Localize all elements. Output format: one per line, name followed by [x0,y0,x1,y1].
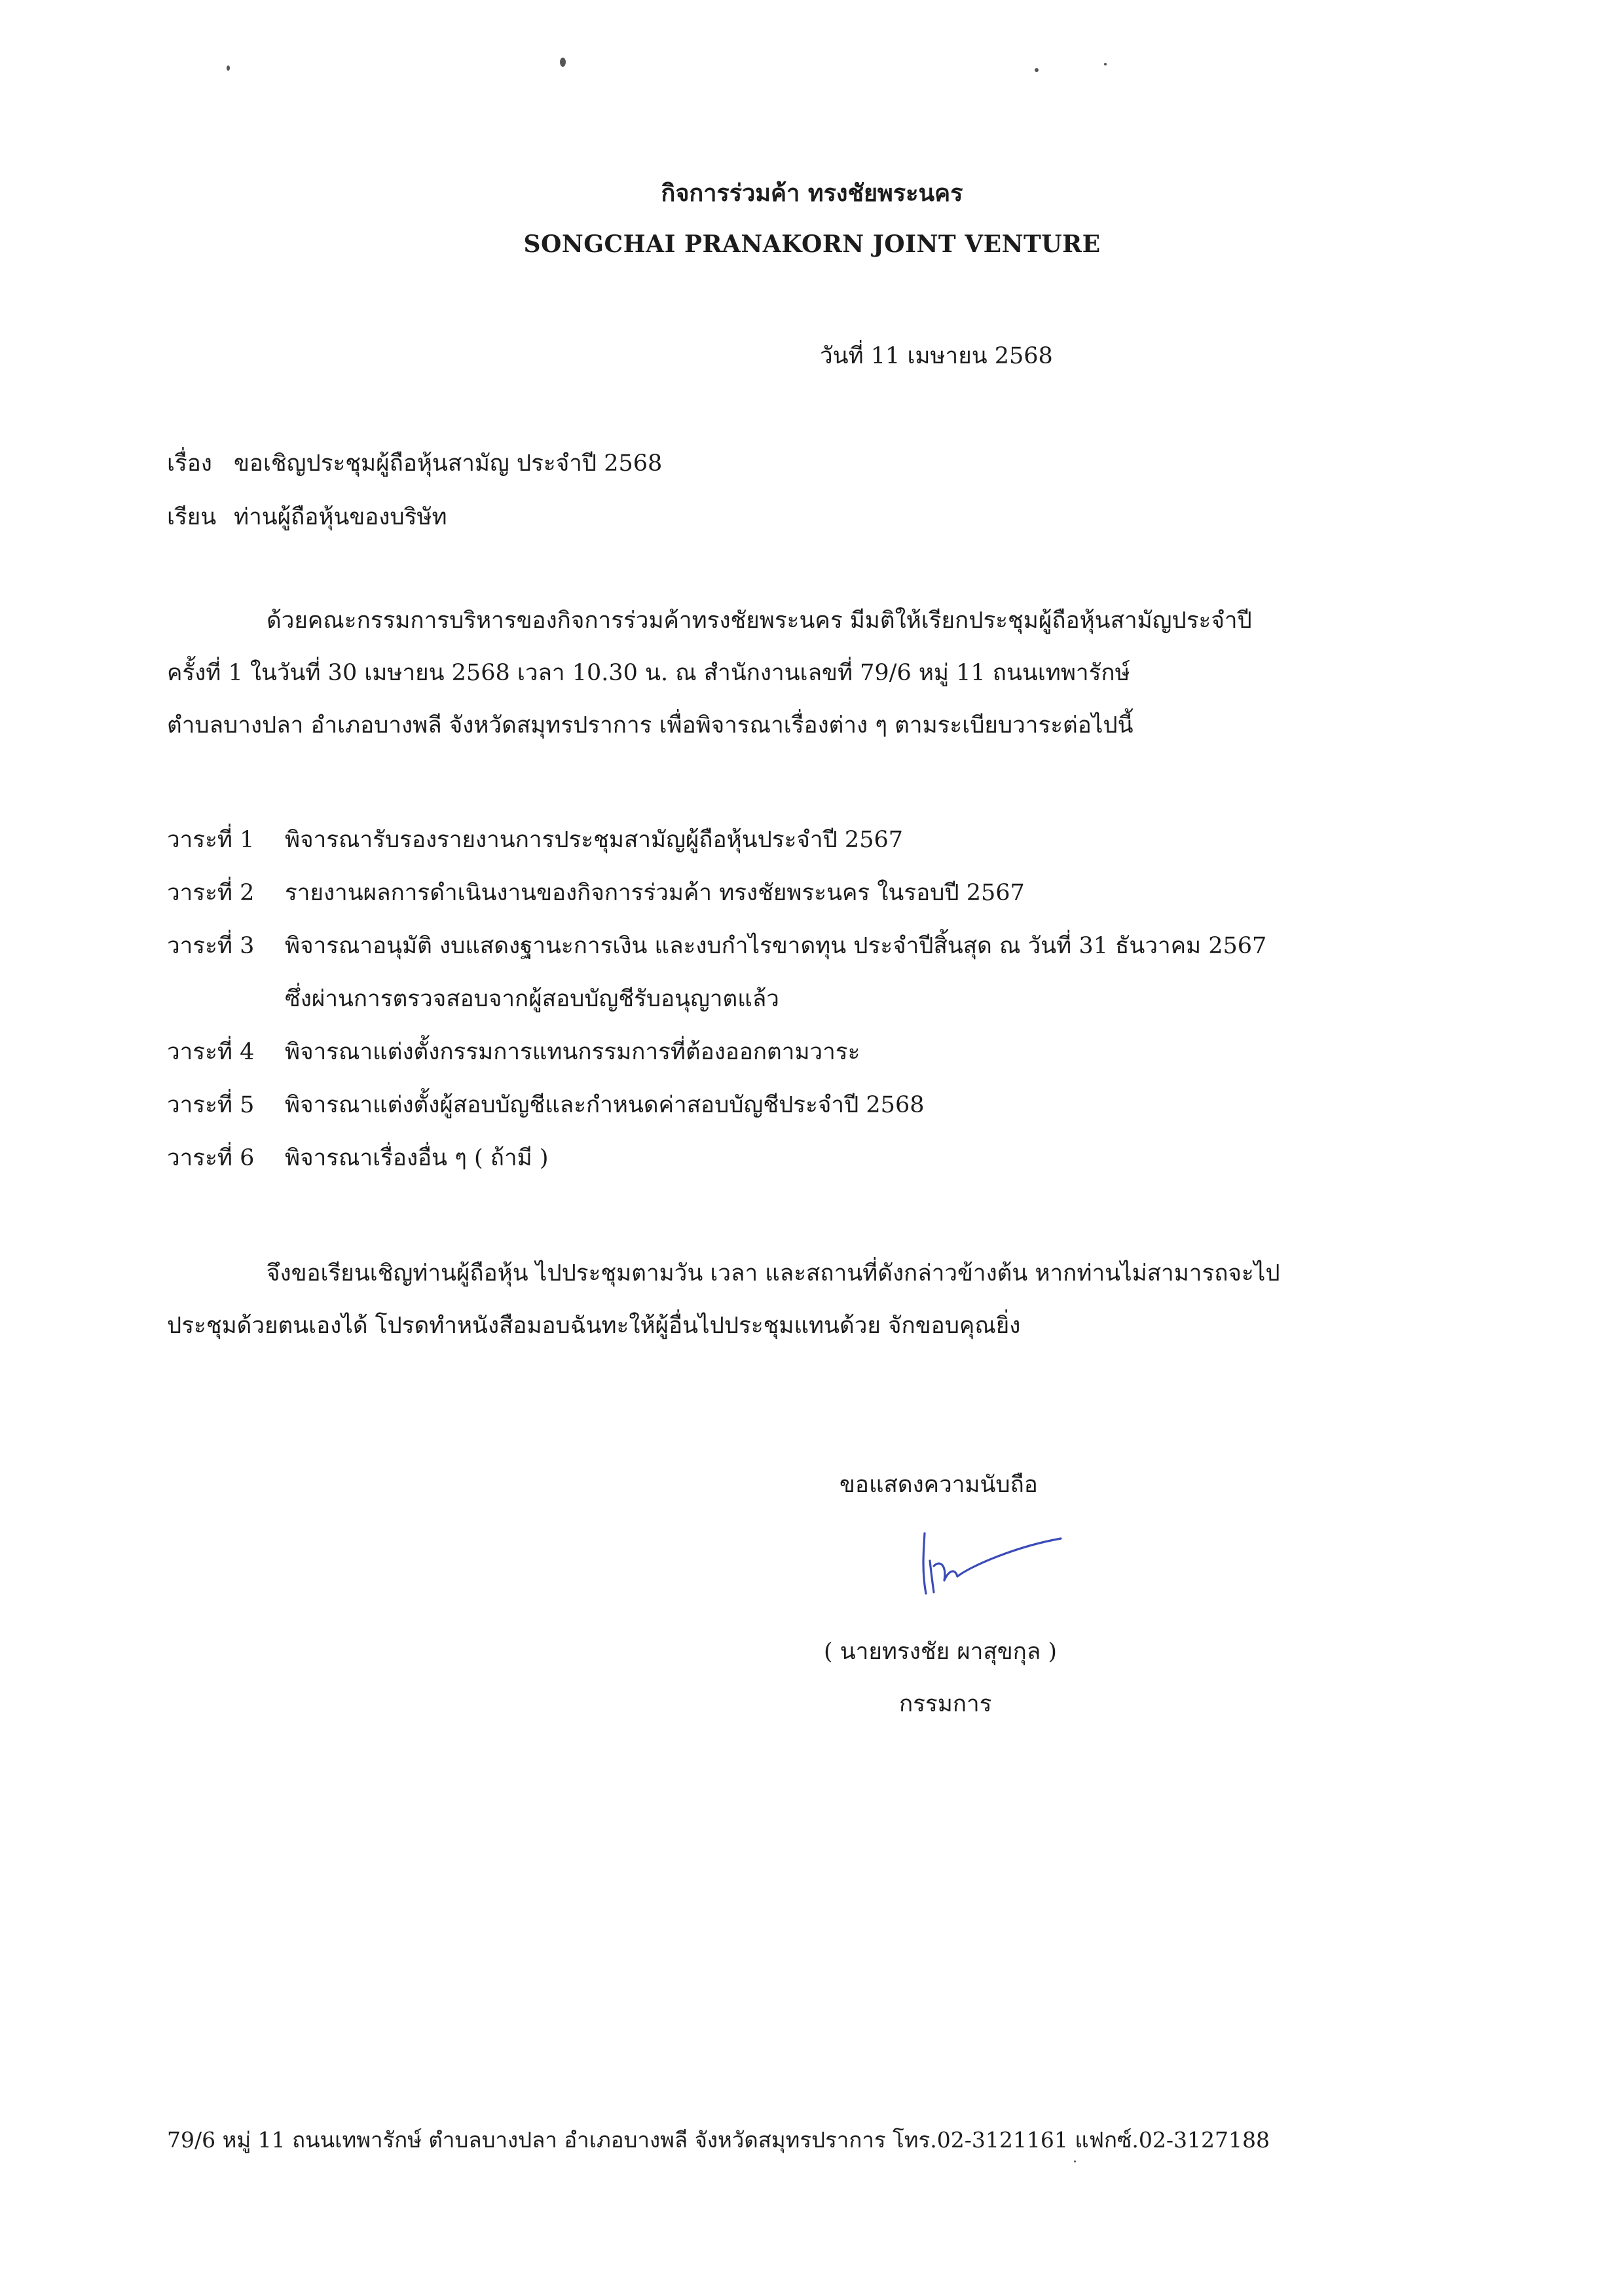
intro-line: ด้วยคณะกรรมการบริหารของกิจการร่วมค้าทรงชัยพระนคร มีมติให้เรียกประชุมผู้ถือหุ้นสามัญประจำปี [267,608,1252,634]
agenda-item-1 [167,822,903,858]
agenda-number: วาระที่ 6 [167,1145,255,1171]
recipient-label: เรียน [167,504,217,530]
signer-position: กรรมการ [899,1691,992,1717]
agenda-text: พิจารณาอนุมัติ งบแสดงฐานะการเงิน และงบกำไรขาดทุน ประจำปีสิ้นสุด ณ วันที่ 31 ธันวาคม 2567 [285,933,1267,959]
scan-speck [1104,63,1107,65]
handwritten-signature [912,1520,1069,1612]
invitation-paragraph [167,1247,1339,1352]
invitation-line: จึงขอเรียนเชิญท่านผู้ถือหุ้น ไปประชุมตามวัน เวลา และสถานที่ดังกล่าวข้างต้น หากท่านไม่สามารถจะไป [267,1260,1280,1286]
agenda-number: วาระที่ 5 [167,1092,255,1118]
scan-speck [560,58,566,67]
agenda-item-6 [167,1140,549,1176]
invitation-line: ประชุมด้วยตนเองได้ โปรดทำหนังสือมอบฉันทะให้ผู้อื่นไปประชุมแทนด้วย จักขอบคุณยิ่ง [167,1313,1021,1339]
letter-date: วันที่ 11 เมษายน 2568 [820,343,1053,369]
intro-line: ครั้งที่ 1 ในวันที่ 30 เมษายน 2568 เวลา 10.30 น. ณ สำนักงานเลขที่ 79/6 หมู่ 11 ถนนเทพารักษ์ [167,660,1130,686]
signer-name: ( นายทรงชัย ผาสุขกุล ) [824,1639,1058,1665]
subject-line [167,445,662,481]
agenda-text: รายงานผลการดำเนินงานของกิจการร่วมค้า ทรงชัยพระนคร ในรอบปี 2567 [285,880,1025,906]
agenda-text: พิจารณาแต่งตั้งกรรมการแทนกรรมการที่ต้องออกตามวาระ [285,1039,860,1065]
agenda-number: วาระที่ 4 [167,1039,255,1065]
agenda-number: วาระที่ 3 [167,933,255,959]
recipient-text: ท่านผู้ถือหุ้นของบริษัท [234,504,447,530]
agenda-item-3 [167,928,1266,964]
agenda-text: พิจารณารับรองรายงานการประชุมสามัญผู้ถือหุ้นประจำปี 2567 [285,827,904,853]
subject-text: ขอเชิญประชุมผู้ถือหุ้นสามัญ ประจำปี 2568 [234,450,663,477]
agenda-item-4 [167,1034,860,1070]
scan-speck [1035,68,1039,72]
scan-speck [227,65,230,71]
subject-label: เรื่อง [167,450,212,477]
agenda-number: วาระที่ 1 [167,827,255,853]
agenda-text: พิจารณาเรื่องอื่น ๆ ( ถ้ามี ) [285,1145,549,1171]
closing-phrase: ขอแสดงความนับถือ [840,1472,1038,1498]
company-name-thai: กิจการร่วมค้า ทรงชัยพระนคร [661,179,963,207]
company-name-english: SONGCHAI PRANAKORN JOINT VENTURE [523,230,1101,258]
intro-paragraph [167,594,1339,752]
footer-address: 79/6 หมู่ 11 ถนนเทพารักษ์ ตำบลบางปลา อำเภอบางพลี จังหวัดสมุทรปราการ โทร.02-3121161 แฟกซ์.02-3127188 [167,2127,1270,2153]
agenda-item-3-continuation: ซึ่งผ่านการตรวจสอบจากผู้สอบบัญชีรับอนุญาตแล้ว [285,986,779,1012]
scan-speck [1074,2160,1076,2162]
agenda-item-5 [167,1087,924,1123]
recipient-line [167,499,447,535]
agenda-text: พิจารณาแต่งตั้งผู้สอบบัญชีและกำหนดค่าสอบบัญชีประจำปี 2568 [285,1092,925,1118]
agenda-item-2 [167,875,1025,911]
intro-line: ตำบลบางปลา อำเภอบางพลี จังหวัดสมุทรปราการ เพื่อพิจารณาเรื่องต่าง ๆ ตามระเบียบวาระต่อไปนี้ [167,712,1134,738]
agenda-number: วาระที่ 2 [167,880,255,906]
